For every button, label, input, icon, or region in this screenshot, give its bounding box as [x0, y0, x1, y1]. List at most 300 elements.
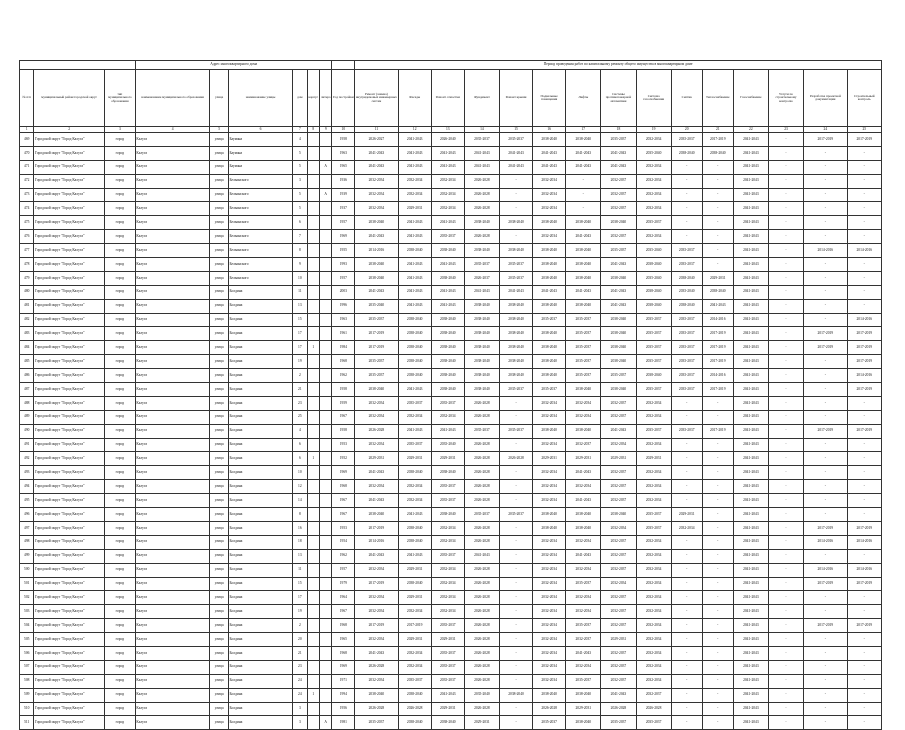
- table-cell: Болдина: [228, 466, 292, 480]
- table-cell: -: [847, 410, 881, 424]
- table-cell: 23: [293, 660, 307, 674]
- table-cell: [319, 410, 331, 424]
- table-cell: 2032-2034: [398, 646, 431, 660]
- table-cell: 2026-2028: [464, 396, 499, 410]
- table-cell: -: [847, 660, 881, 674]
- table-cell: 2026-2028: [464, 188, 499, 202]
- column-number: 6: [228, 127, 292, 133]
- table-cell: 507: [20, 660, 34, 674]
- table-cell: -: [804, 202, 847, 216]
- table-cell: Городской округ "Город Калуга": [34, 466, 104, 480]
- table-cell: 2038-2040: [636, 285, 671, 299]
- table-cell: 2029-2031: [431, 452, 464, 466]
- table-cell: [319, 244, 331, 258]
- table-cell: 2035-2037: [671, 327, 702, 341]
- table-cell: [319, 146, 331, 160]
- table-cell: [319, 521, 331, 535]
- table-cell: 488: [20, 396, 34, 410]
- table-cell: 2026-2028: [464, 174, 499, 188]
- table-cell: 2038-2040: [533, 508, 566, 522]
- table-cell: -: [702, 563, 733, 577]
- table-cell: 2035-2037: [431, 549, 464, 563]
- table-cell: 1953: [332, 438, 355, 452]
- table-cell: -: [500, 466, 533, 480]
- column-header: Разработка проектной документации: [804, 70, 847, 127]
- table-cell: [307, 383, 319, 397]
- table-cell: Бельинского: [228, 216, 292, 230]
- table-cell: -: [768, 383, 803, 397]
- table-cell: 3: [293, 174, 307, 188]
- column-number: 25: [847, 127, 881, 133]
- table-cell: 2017-2019: [355, 521, 398, 535]
- table-cell: 2017-2019: [804, 577, 847, 591]
- table-cell: -: [804, 285, 847, 299]
- table-cell: 2041-2043: [566, 285, 601, 299]
- table-cell: -: [847, 646, 881, 660]
- table-cell: [307, 146, 319, 160]
- table-cell: -: [671, 646, 702, 660]
- table-cell: 2026-2028: [601, 702, 636, 716]
- table-cell: город: [104, 424, 135, 438]
- table-cell: -: [671, 188, 702, 202]
- table-cell: 2035-2037: [464, 258, 499, 272]
- table-cell: Калуга: [135, 383, 209, 397]
- table-cell: -: [847, 674, 881, 688]
- table-cell: 2041-2043: [533, 146, 566, 160]
- table-cell: 2017-2019: [398, 619, 431, 633]
- table-cell: 2032-2034: [636, 466, 671, 480]
- table-cell: 2032-2034: [355, 174, 398, 188]
- table-cell: -: [768, 202, 803, 216]
- table-cell: 17: [293, 341, 307, 355]
- table-cell: 2035-2037: [500, 508, 533, 522]
- table-cell: 2038-2040: [533, 216, 566, 230]
- table-cell: [307, 438, 319, 452]
- table-row: [20, 660, 882, 674]
- table-cell: 2041-2043: [355, 146, 398, 160]
- table-cell: 3: [293, 716, 307, 730]
- table-cell: 2041-2043: [431, 160, 464, 174]
- table-cell: 1956: [332, 702, 355, 716]
- table-cell: Болдина: [228, 535, 292, 549]
- table-cell: [307, 660, 319, 674]
- table-cell: 19: [293, 605, 307, 619]
- table-cell: -: [847, 702, 881, 716]
- table-cell: город: [104, 383, 135, 397]
- table-cell: [307, 188, 319, 202]
- table-cell: [319, 549, 331, 563]
- table-cell: 2038-2040: [398, 535, 431, 549]
- table-cell: 2041-2043: [733, 633, 768, 647]
- table-cell: 2038-2040: [398, 577, 431, 591]
- table-cell: 6: [293, 216, 307, 230]
- table-cell: 470: [20, 146, 34, 160]
- table-cell: 2029-2031: [636, 452, 671, 466]
- table-cell: [319, 591, 331, 605]
- table-cell: -: [847, 591, 881, 605]
- column-header: Газоснабжение: [733, 70, 768, 127]
- table-cell: 2032-2034: [355, 438, 398, 452]
- table-cell: -: [702, 646, 733, 660]
- table-cell: -: [804, 674, 847, 688]
- table-cell: 2041-2043: [398, 160, 431, 174]
- table-row: [20, 591, 882, 605]
- table-cell: -: [768, 688, 803, 702]
- table-cell: 2035-2037: [355, 369, 398, 383]
- table-cell: 2035-2037: [671, 244, 702, 258]
- table-cell: [307, 160, 319, 174]
- table-cell: [307, 480, 319, 494]
- table-cell: город: [104, 202, 135, 216]
- table-cell: -: [804, 410, 847, 424]
- table-cell: Городской округ "Город Калуга": [34, 410, 104, 424]
- table-cell: улица: [210, 563, 229, 577]
- table-cell: Калуга: [135, 494, 209, 508]
- table-cell: 2035-2037: [500, 258, 533, 272]
- table-cell: 2017-2019: [702, 327, 733, 341]
- table-cell: -: [500, 188, 533, 202]
- column-header: Септик: [671, 70, 702, 127]
- table-cell: [307, 521, 319, 535]
- table-cell: Калуга: [135, 508, 209, 522]
- table-cell: [307, 424, 319, 438]
- table-cell: улица: [210, 383, 229, 397]
- table-cell: 2038-2040: [500, 688, 533, 702]
- table-cell: 2041-2043: [733, 133, 768, 147]
- table-cell: Городской округ "Город Калуга": [34, 258, 104, 272]
- table-row: [20, 383, 882, 397]
- table-cell: 2032-2034: [355, 480, 398, 494]
- table-cell: 2032-2034: [431, 535, 464, 549]
- table-cell: Болдина: [228, 591, 292, 605]
- table-cell: 2035-2037: [533, 313, 566, 327]
- table-cell: 2032-2034: [398, 660, 431, 674]
- table-cell: 13: [293, 549, 307, 563]
- column-number: 7: [293, 127, 307, 133]
- table-cell: 2041-2043: [601, 285, 636, 299]
- table-cell: 2032-2034: [636, 535, 671, 549]
- table-cell: 2017-2019: [847, 133, 881, 147]
- table-cell: -: [500, 396, 533, 410]
- table-cell: Бельинского: [228, 188, 292, 202]
- table-cell: [319, 285, 331, 299]
- table-cell: -: [847, 271, 881, 285]
- table-cell: -: [702, 521, 733, 535]
- table-cell: 2041-2043: [733, 438, 768, 452]
- table-cell: Болдина: [228, 646, 292, 660]
- table-row: [20, 133, 882, 147]
- table-cell: -: [804, 258, 847, 272]
- table-cell: -: [804, 660, 847, 674]
- table-cell: Болдина: [228, 521, 292, 535]
- table-cell: [307, 577, 319, 591]
- column-number: 2: [34, 127, 104, 133]
- table-cell: 492: [20, 452, 34, 466]
- table-row: [20, 188, 882, 202]
- column-header: наименование улицы: [228, 70, 292, 127]
- table-cell: 2035-2037: [398, 674, 431, 688]
- table-cell: [307, 535, 319, 549]
- table-cell: 3: [293, 702, 307, 716]
- table-cell: 2029-2031: [601, 633, 636, 647]
- table-cell: 2041-2043: [733, 535, 768, 549]
- table-cell: 2041-2043: [733, 355, 768, 369]
- table-cell: улица: [210, 355, 229, 369]
- table-cell: 2041-2043: [431, 299, 464, 313]
- table-cell: 1964: [332, 591, 355, 605]
- table-cell: 471: [20, 160, 34, 174]
- table-cell: улица: [210, 660, 229, 674]
- table-cell: Калуга: [135, 396, 209, 410]
- table-cell: Городской округ "Город Калуга": [34, 174, 104, 188]
- table-cell: 511: [20, 716, 34, 730]
- table-cell: 509: [20, 688, 34, 702]
- table-cell: 508: [20, 674, 34, 688]
- table-cell: [319, 230, 331, 244]
- table-cell: Калуга: [135, 285, 209, 299]
- table-cell: город: [104, 660, 135, 674]
- table-cell: 2038-2040: [533, 327, 566, 341]
- table-cell: город: [104, 702, 135, 716]
- table-cell: город: [104, 605, 135, 619]
- table-cell: -: [500, 549, 533, 563]
- table-row: [20, 688, 882, 702]
- table-cell: 2041-2043: [355, 160, 398, 174]
- table-cell: -: [500, 605, 533, 619]
- table-cell: 2038-2040: [533, 299, 566, 313]
- table-cell: город: [104, 313, 135, 327]
- table-cell: Городской округ "Город Калуга": [34, 285, 104, 299]
- table-cell: 2035-2037: [636, 341, 671, 355]
- table-cell: 2017-2019: [702, 383, 733, 397]
- table-cell: 1963: [332, 313, 355, 327]
- table-cell: 2041-2043: [733, 174, 768, 188]
- table-cell: -: [804, 160, 847, 174]
- table-cell: 2038-2040: [636, 369, 671, 383]
- table-cell: город: [104, 396, 135, 410]
- group-blank: [20, 61, 136, 70]
- table-cell: -: [847, 299, 881, 313]
- table-cell: 2032-2034: [431, 563, 464, 577]
- table-cell: город: [104, 133, 135, 147]
- table-cell: [319, 327, 331, 341]
- table-cell: Городской округ "Город Калуга": [34, 633, 104, 647]
- table-cell: 2038-2040: [533, 133, 566, 147]
- table-cell: город: [104, 633, 135, 647]
- table-cell: 2038-2040: [533, 688, 566, 702]
- table-cell: -: [500, 521, 533, 535]
- table-cell: 2038-2040: [500, 299, 533, 313]
- table-cell: 5: [293, 160, 307, 174]
- table-row: [20, 605, 882, 619]
- table-cell: -: [804, 466, 847, 480]
- table-cell: 2032-2034: [398, 494, 431, 508]
- table-cell: город: [104, 674, 135, 688]
- table-cell: 2041-2043: [733, 327, 768, 341]
- column-header: Фундамент: [464, 70, 499, 127]
- table-cell: 2035-2037: [566, 674, 601, 688]
- table-cell: 2035-2037: [431, 619, 464, 633]
- table-cell: 1967: [332, 508, 355, 522]
- table-cell: [319, 702, 331, 716]
- table-cell: улица: [210, 633, 229, 647]
- table-cell: 2014-2016: [847, 244, 881, 258]
- table-cell: 2026-2028: [636, 702, 671, 716]
- table-cell: 2041-2043: [733, 188, 768, 202]
- table-cell: 2035-2040: [671, 285, 702, 299]
- table-cell: 489: [20, 410, 34, 424]
- table-cell: -: [671, 633, 702, 647]
- table-cell: город: [104, 591, 135, 605]
- table-cell: Городской округ "Город Калуга": [34, 521, 104, 535]
- table-cell: улица: [210, 619, 229, 633]
- table-row: [20, 674, 882, 688]
- table-cell: 2038-2040: [464, 383, 499, 397]
- table-cell: Городской округ "Город Калуга": [34, 160, 104, 174]
- table-cell: 2041-2043: [733, 688, 768, 702]
- table-cell: 2035-2037: [431, 674, 464, 688]
- table-cell: -: [847, 716, 881, 730]
- table-cell: город: [104, 452, 135, 466]
- table-cell: 2017-2019: [804, 341, 847, 355]
- table-cell: улица: [210, 452, 229, 466]
- table-cell: Болдина: [228, 285, 292, 299]
- table-cell: 2032-2034: [636, 660, 671, 674]
- table-cell: -: [702, 160, 733, 174]
- table-cell: улица: [210, 271, 229, 285]
- table-row: [20, 521, 882, 535]
- table-cell: -: [566, 202, 601, 216]
- table-cell: 2041-2043: [464, 146, 499, 160]
- table-cell: 2041-2043: [733, 230, 768, 244]
- table-cell: 2038-2040: [431, 508, 464, 522]
- table-cell: [319, 299, 331, 313]
- table-cell: 2029-2031: [601, 452, 636, 466]
- table-cell: 2017-2019: [355, 619, 398, 633]
- table-cell: Болдина: [228, 577, 292, 591]
- table-cell: [319, 660, 331, 674]
- table-cell: 2038-2040: [533, 355, 566, 369]
- table-cell: 2032-2037: [601, 619, 636, 633]
- column-number: 23: [768, 127, 803, 133]
- table-cell: 491: [20, 438, 34, 452]
- table-cell: 2026-2028: [464, 633, 499, 647]
- table-cell: 2041-2043: [702, 299, 733, 313]
- table-cell: 2032-2037: [601, 660, 636, 674]
- table-cell: А: [319, 160, 331, 174]
- table-cell: Калуга: [135, 480, 209, 494]
- table-cell: 2032-2034: [533, 396, 566, 410]
- table-cell: Болдина: [228, 660, 292, 674]
- table-row: [20, 216, 882, 230]
- table-cell: город: [104, 285, 135, 299]
- table-row: [20, 146, 882, 160]
- table-cell: 2014-2016: [804, 535, 847, 549]
- table-cell: 2014-2016: [702, 313, 733, 327]
- table-cell: 2041-2043: [733, 244, 768, 258]
- table-cell: -: [804, 605, 847, 619]
- table-cell: 2035-2037: [355, 716, 398, 730]
- table-cell: Городской округ "Город Калуга": [34, 313, 104, 327]
- table-cell: улица: [210, 202, 229, 216]
- table-cell: 10: [293, 271, 307, 285]
- table-cell: 2038-2040: [671, 146, 702, 160]
- table-cell: 2032-2034: [533, 494, 566, 508]
- table-cell: -: [566, 174, 601, 188]
- table-cell: улица: [210, 244, 229, 258]
- table-cell: 2026-2028: [464, 660, 499, 674]
- table-cell: -: [702, 508, 733, 522]
- table-cell: улица: [210, 549, 229, 563]
- table-cell: [319, 452, 331, 466]
- table-cell: город: [104, 494, 135, 508]
- table-cell: 2041-2043: [566, 160, 601, 174]
- table-cell: Калуга: [135, 188, 209, 202]
- column-number: 16: [533, 127, 566, 133]
- column-header: Системы противопожарной автоматики: [601, 70, 636, 127]
- table-cell: 2029-2031: [566, 452, 601, 466]
- table-cell: 2038-2040: [533, 341, 566, 355]
- table-cell: 2038-2040: [500, 355, 533, 369]
- table-cell: 2014-2016: [847, 535, 881, 549]
- table-cell: 2014-2016: [847, 563, 881, 577]
- table-cell: 2026-2028: [464, 521, 499, 535]
- table-cell: Калуга: [135, 327, 209, 341]
- table-cell: 2029-2031: [398, 202, 431, 216]
- table-cell: -: [847, 494, 881, 508]
- table-cell: 2017-2019: [847, 383, 881, 397]
- table-cell: 2041-2043: [733, 605, 768, 619]
- table-cell: 2038-2040: [431, 313, 464, 327]
- table-cell: 1994: [332, 688, 355, 702]
- table-cell: 2041-2043: [431, 146, 464, 160]
- table-cell: 2029-2031: [702, 271, 733, 285]
- table-cell: Калуга: [135, 521, 209, 535]
- table-cell: 2035-2037: [533, 716, 566, 730]
- table-cell: -: [768, 466, 803, 480]
- table-row: [20, 174, 882, 188]
- table-cell: [307, 702, 319, 716]
- table-cell: -: [768, 508, 803, 522]
- table-cell: 5: [293, 146, 307, 160]
- table-cell: 2035-2037: [431, 230, 464, 244]
- table-cell: город: [104, 216, 135, 230]
- table-cell: 503: [20, 605, 34, 619]
- table-cell: А: [319, 716, 331, 730]
- table-cell: 2017-2019: [847, 577, 881, 591]
- table-cell: улица: [210, 605, 229, 619]
- table-cell: 8: [293, 508, 307, 522]
- table-cell: 2032-2034: [398, 605, 431, 619]
- table-cell: 2032-2037: [601, 480, 636, 494]
- register-sheet: [19, 60, 882, 730]
- table-cell: 2038-2040: [636, 258, 671, 272]
- table-cell: 2041-2043: [431, 285, 464, 299]
- table-cell: 2041-2043: [464, 160, 499, 174]
- table-cell: улица: [210, 299, 229, 313]
- table-cell: 2041-2043: [733, 258, 768, 272]
- table-cell: Калуга: [135, 244, 209, 258]
- table-cell: 2035-2037: [636, 716, 671, 730]
- table-cell: 510: [20, 702, 34, 716]
- table-cell: 2017-2019: [847, 355, 881, 369]
- table-cell: 2041-2043: [733, 563, 768, 577]
- table-cell: 2026-2028: [464, 535, 499, 549]
- table-cell: -: [768, 285, 803, 299]
- table-cell: -: [847, 230, 881, 244]
- table-cell: Городской округ "Город Калуга": [34, 327, 104, 341]
- table-cell: -: [768, 369, 803, 383]
